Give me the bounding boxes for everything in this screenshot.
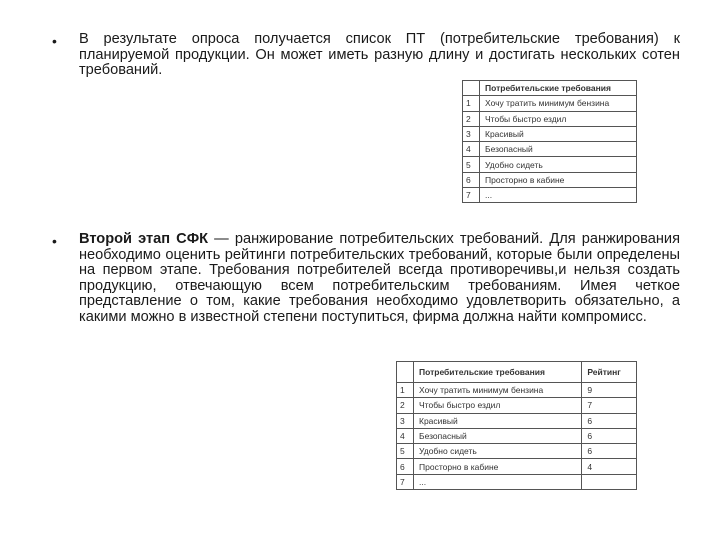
row-num: 1: [397, 383, 414, 398]
row-requirement: Безопасный: [480, 142, 637, 157]
row-num: 2: [397, 398, 414, 413]
row-rating: 6: [582, 413, 637, 428]
row-num: 4: [463, 142, 480, 157]
table-row: [397, 428, 637, 443]
row-requirement: Хочу тратить минимум бензина: [414, 383, 582, 398]
header-requirements: Потребительские требования: [480, 81, 637, 96]
table-row: [463, 111, 637, 126]
row-requirement: Чтобы быстро ездил: [414, 398, 582, 413]
header-rating: Рейтинг: [582, 362, 637, 383]
row-num: 6: [463, 172, 480, 187]
header-num-cell: [463, 81, 480, 96]
table-row: [397, 459, 637, 474]
row-requirement: Безопасный: [414, 428, 582, 443]
table-row: [397, 444, 637, 459]
row-requirement: Хочу тратить минимум бензина: [480, 96, 637, 111]
bullet-marker-1: •: [52, 33, 57, 49]
row-num: 4: [397, 428, 414, 443]
row-num: 1: [463, 96, 480, 111]
paragraph-1: [79, 32, 680, 79]
bullet-marker-2: •: [52, 233, 57, 249]
table-header-row: [463, 81, 637, 96]
requirements-table: [462, 80, 637, 203]
table-row: [463, 172, 637, 187]
row-rating: 9: [582, 383, 637, 398]
row-num: 5: [397, 444, 414, 459]
row-requirement: Просторно в кабине: [414, 459, 582, 474]
table-row: [463, 142, 637, 157]
row-requirement: Красивый: [480, 126, 637, 141]
row-num: 3: [463, 126, 480, 141]
row-rating: 6: [582, 444, 637, 459]
table-row: [463, 126, 637, 141]
paragraph-1-text: В результате опроса получается список ПТ (потребительские требования) к планируемой продукции. Он может иметь разную длину и достигать нескольких сотен требований.: [79, 31, 680, 79]
row-num: 5: [463, 157, 480, 172]
row-requirement: Удобно сидеть: [414, 444, 582, 459]
row-requirement: Просторно в кабине: [480, 172, 637, 187]
row-requirement: ...: [480, 188, 637, 203]
row-rating: [582, 474, 637, 489]
table-row: [397, 413, 637, 428]
table-header-row: [397, 362, 637, 383]
row-requirement: ...: [414, 474, 582, 489]
header-requirements: Потребительские требования: [414, 362, 582, 383]
header-num-cell: [397, 362, 414, 383]
table-row: [463, 188, 637, 203]
paragraph-2-text: — ранжирование потребительских требований. Для ранжирования необходимо оценить рейтинги потребительских требований, которые были определены на первом этапе. Требования потребителей всегда противоречивы,и нельзя создать продукцию, отвечающую всем потребительским требованиям. Имея четкое представление о том, какие требования необходимо удовлетворить обязательно, а какими можно в известной степени поступиться, фирма должна найти компромисс.: [79, 231, 680, 325]
paragraph-2-bold: Второй этап СФК: [79, 231, 209, 247]
row-num: 3: [397, 413, 414, 428]
ratings-table: [396, 361, 637, 490]
table-row: [397, 474, 637, 489]
table-row: [463, 96, 637, 111]
row-requirement: Удобно сидеть: [480, 157, 637, 172]
row-requirement: Красивый: [414, 413, 582, 428]
table-row: [463, 157, 637, 172]
row-requirement: Чтобы быстро ездил: [480, 111, 637, 126]
row-num: 2: [463, 111, 480, 126]
table-row: [397, 398, 637, 413]
row-rating: 7: [582, 398, 637, 413]
row-num: 7: [463, 188, 480, 203]
row-num: 6: [397, 459, 414, 474]
row-num: 7: [397, 474, 414, 489]
paragraph-2: [79, 232, 680, 326]
row-rating: 4: [582, 459, 637, 474]
row-rating: 6: [582, 428, 637, 443]
table-row: [397, 383, 637, 398]
